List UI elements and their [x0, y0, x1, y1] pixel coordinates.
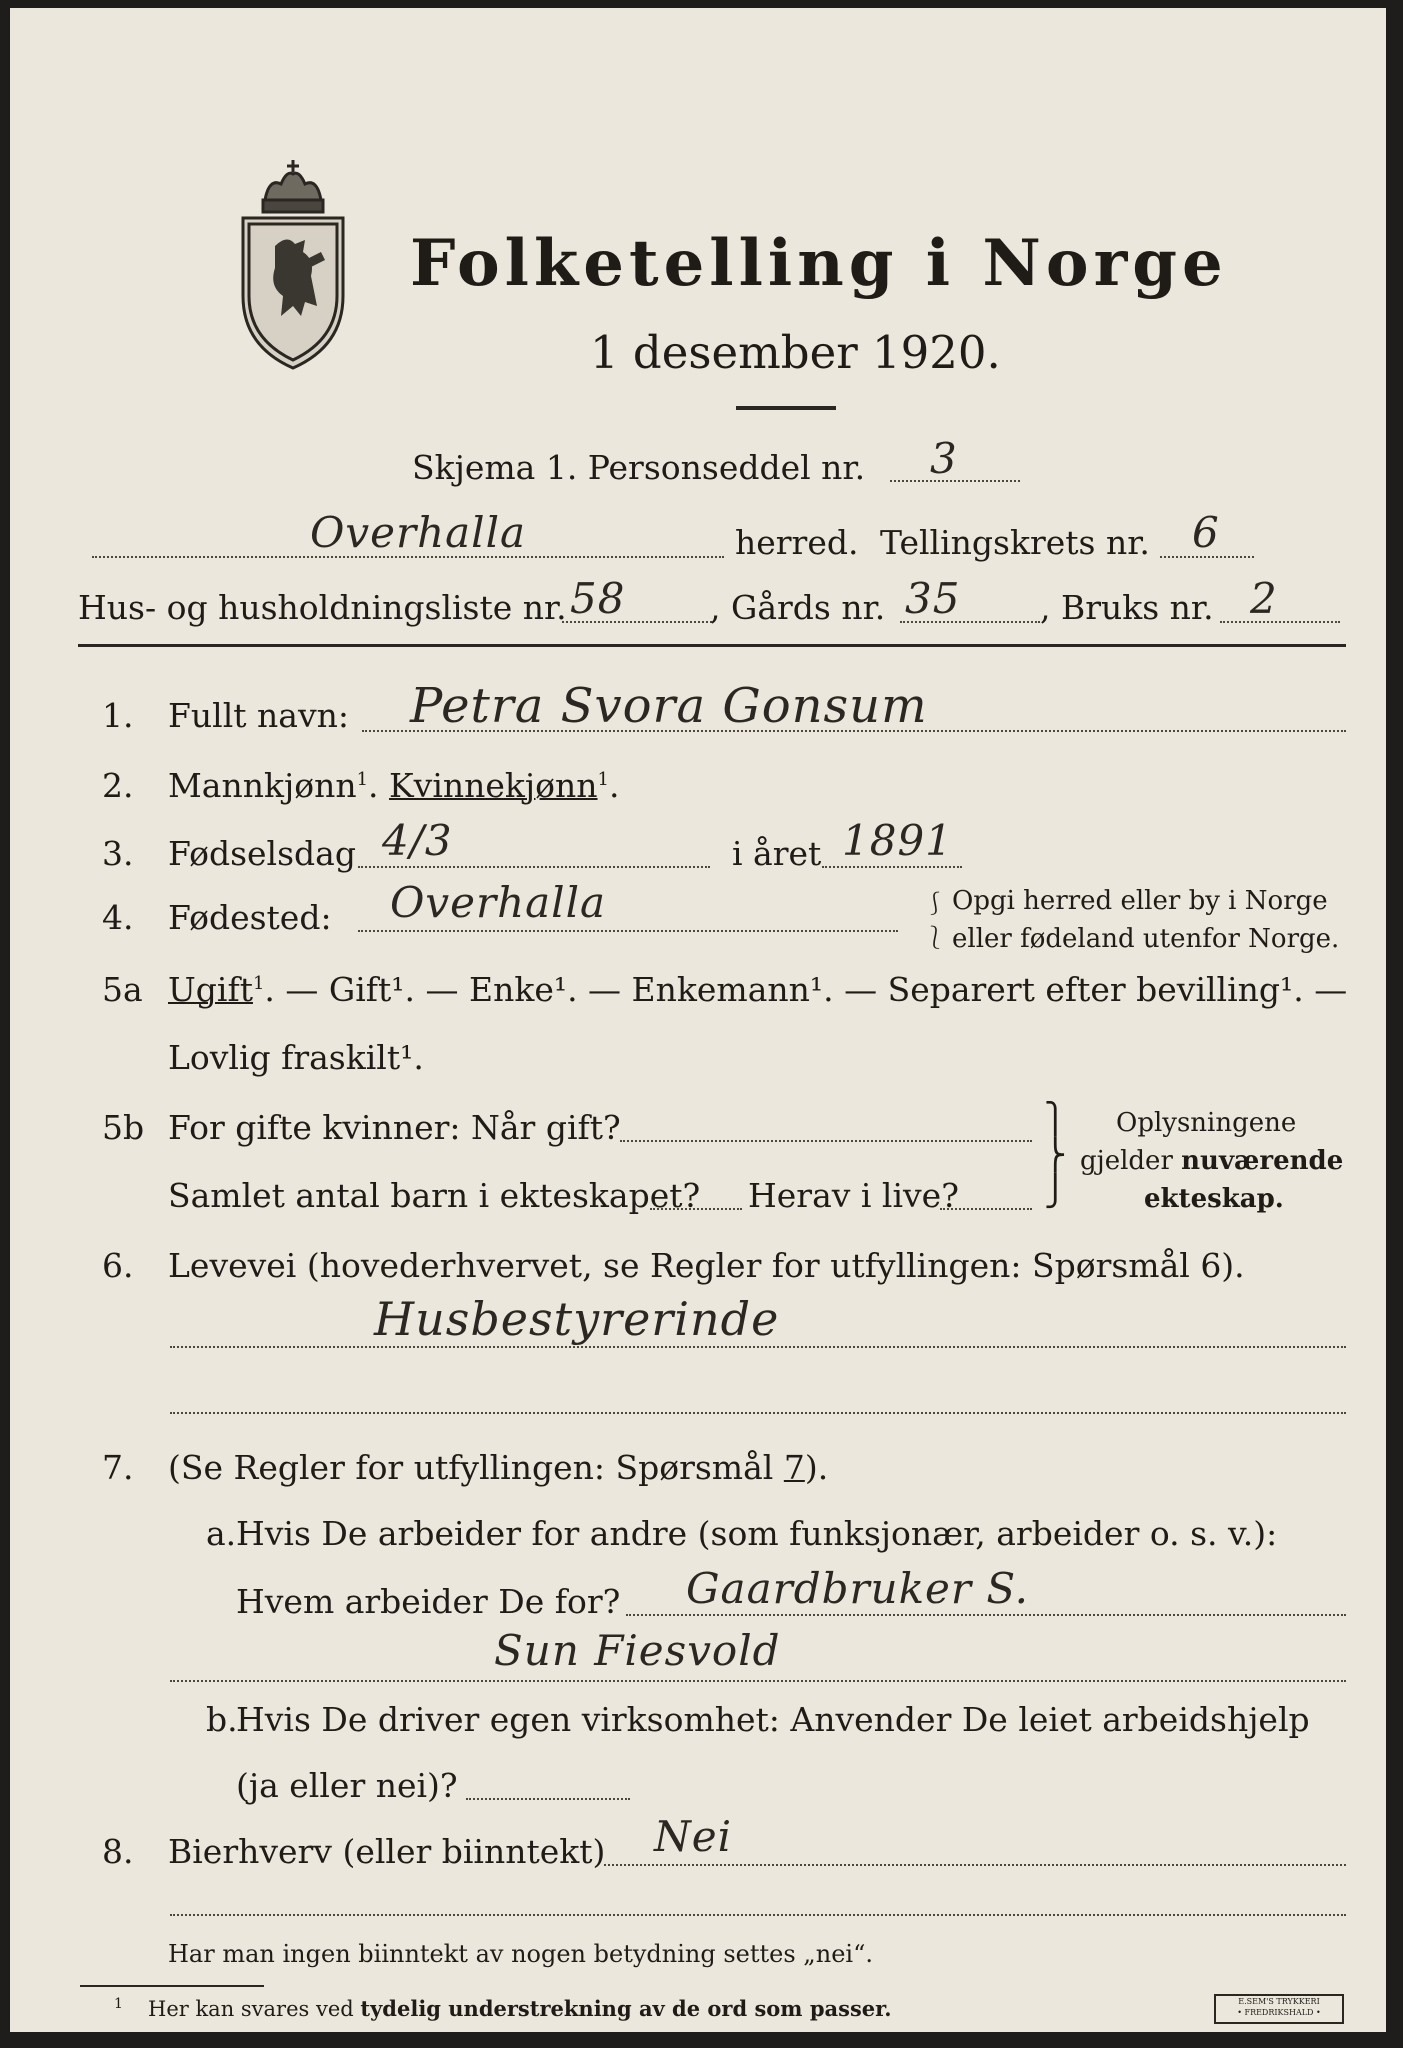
q7b-label: Hvis De driver egen virksomhet: Anvender De leiet arbeidshjelp [236, 1700, 1310, 1739]
year-line [822, 866, 962, 868]
occupation-label: Levevei (hovederhvervet, se Regler for utfyllingen: Spørsmål 6). [168, 1246, 1245, 1285]
side-income-line-2 [170, 1914, 1346, 1916]
husliste-label: Hus- og husholdningsliste nr. [78, 588, 567, 627]
q8-number: 8. [102, 1832, 134, 1871]
occupation-value[interactable]: Husbestyrerinde [374, 1292, 780, 1346]
q4-label: Fødested: [168, 898, 332, 937]
children-count-line [650, 1208, 742, 1210]
skjema-label: Skjema 1. Personseddel nr. [412, 448, 866, 487]
q7a-number: a. [206, 1514, 237, 1553]
occupation-line-2 [170, 1412, 1346, 1414]
marriage-brace: ⎫ ⎬ ⎭ [1044, 1102, 1067, 1209]
birthplace-note-1: Opgi herred eller by i Norge [952, 886, 1328, 916]
option-mannkjonn[interactable]: Mannkjønn [168, 766, 357, 805]
side-income-line [604, 1864, 1346, 1866]
bruks-line [1220, 621, 1340, 623]
footnote-marker: 1 [114, 1996, 123, 2012]
side-income-value[interactable]: Nei [654, 1812, 733, 1861]
employer-label: Hvem arbeider De for? [236, 1582, 621, 1621]
q5a-number: 5a [102, 970, 143, 1009]
children-count-label: Samlet antal barn i ekteskapet? [168, 1176, 701, 1215]
q4-number: 4. [102, 898, 134, 937]
birthday-value[interactable]: 4/3 [382, 816, 453, 865]
census-date: 1 desember 1920. [590, 326, 1001, 379]
children-alive-label: Herav i live? [748, 1176, 959, 1215]
gards-label: , Gårds nr. [710, 588, 886, 627]
norwegian-coat-of-arms-icon [235, 156, 351, 371]
form-title: Folketelling i Norge [410, 226, 1228, 301]
birthplace-brace: ⎰ ⎱ [924, 892, 947, 951]
marriage-note-1: Oplysningene [1116, 1108, 1297, 1138]
tellingskrets-value[interactable]: 6 [1192, 508, 1220, 557]
q7-number: 7. [102, 1448, 134, 1487]
hired-help-label: (ja eller nei)? [236, 1766, 458, 1805]
birth-year-value[interactable]: 1891 [842, 816, 953, 865]
tellingskrets-label: Tellingskrets nr. [880, 523, 1150, 562]
herred-value[interactable]: Overhalla [310, 508, 527, 557]
children-alive-line [940, 1208, 1032, 1210]
bruks-label: , Bruks nr. [1040, 588, 1214, 627]
footnote-text: Her kan svares ved tydelig understrekning av de ord som passer. [148, 1996, 892, 2021]
employer-line-2 [170, 1680, 1346, 1682]
gender-options: Mannkjønn$^1$. Kvinnekjønn$^1$. [168, 766, 620, 805]
census-form-sheet [10, 8, 1386, 2032]
gards-value[interactable]: 35 [905, 574, 961, 623]
hired-help-line [466, 1798, 630, 1800]
employer-value-1[interactable]: Gaardbruker S. [686, 1564, 1029, 1613]
q3-number: 3. [102, 834, 134, 873]
q7b-number: b. [206, 1700, 238, 1739]
footnote-rule [80, 1985, 264, 1987]
birthday-line [358, 866, 710, 868]
marriage-note-3: ekteskap. [1144, 1184, 1284, 1214]
q3-label: Fødselsdag [168, 834, 356, 873]
married-when-label: For gifte kvinner: Når gift? [168, 1108, 621, 1147]
q6-number: 6. [102, 1246, 134, 1285]
q7-label: (Se Regler for utfyllingen: Spørsmål 7). [168, 1448, 829, 1487]
employer-line-1 [626, 1614, 1346, 1616]
marriage-note-2: gjelder nuværende [1080, 1146, 1344, 1176]
q7a-label: Hvis De arbeider for andre (som funksjonær, arbeider o. s. v.): [236, 1514, 1278, 1553]
option-kvinnekjonn[interactable]: Kvinnekjønn [389, 766, 598, 805]
herred-label: herred. [735, 523, 859, 562]
full-name-value[interactable]: Petra Svora Gonsum [410, 678, 928, 734]
q5b-number: 5b [102, 1108, 145, 1147]
title-divider [736, 406, 836, 410]
q1-label: Fullt navn: [168, 696, 349, 735]
bruks-value[interactable]: 2 [1250, 574, 1278, 623]
married-when-line [620, 1140, 1032, 1142]
printer-mark: E.SEM'S TRYKKERI • FREDRIKSHALD • [1214, 1994, 1344, 2024]
employer-value-2[interactable]: Sun Fiesvold [494, 1626, 781, 1675]
birthplace-line [358, 930, 898, 932]
year-label: i året [732, 834, 822, 873]
occupation-line-1 [170, 1346, 1346, 1348]
option-lovlig-fraskilt[interactable]: Lovlig fraskilt¹. [168, 1038, 424, 1077]
marital-other-options: — Gift¹. — Enke¹. — Enkemann¹. — Separert efter bevilling¹. — [285, 970, 1348, 1009]
q1-number: 1. [102, 696, 134, 735]
option-ugift[interactable]: Ugift [168, 970, 253, 1009]
birthplace-note-2: eller fødeland utenfor Norge. [952, 924, 1340, 954]
husliste-value[interactable]: 58 [570, 574, 626, 623]
header-rule [78, 644, 1346, 647]
marital-options: Ugift$^1$. — Gift¹. — Enke¹. — Enkemann¹. — Separert efter bevilling¹. — [168, 970, 1348, 1009]
birthplace-value[interactable]: Overhalla [390, 878, 607, 927]
side-income-label: Bierhverv (eller biinntekt) [168, 1832, 606, 1871]
q2-number: 2. [102, 766, 134, 805]
personseddel-value[interactable]: 3 [930, 434, 958, 483]
footer-note: Har man ingen biinntekt av nogen betydning settes „nei“. [168, 1940, 873, 1968]
